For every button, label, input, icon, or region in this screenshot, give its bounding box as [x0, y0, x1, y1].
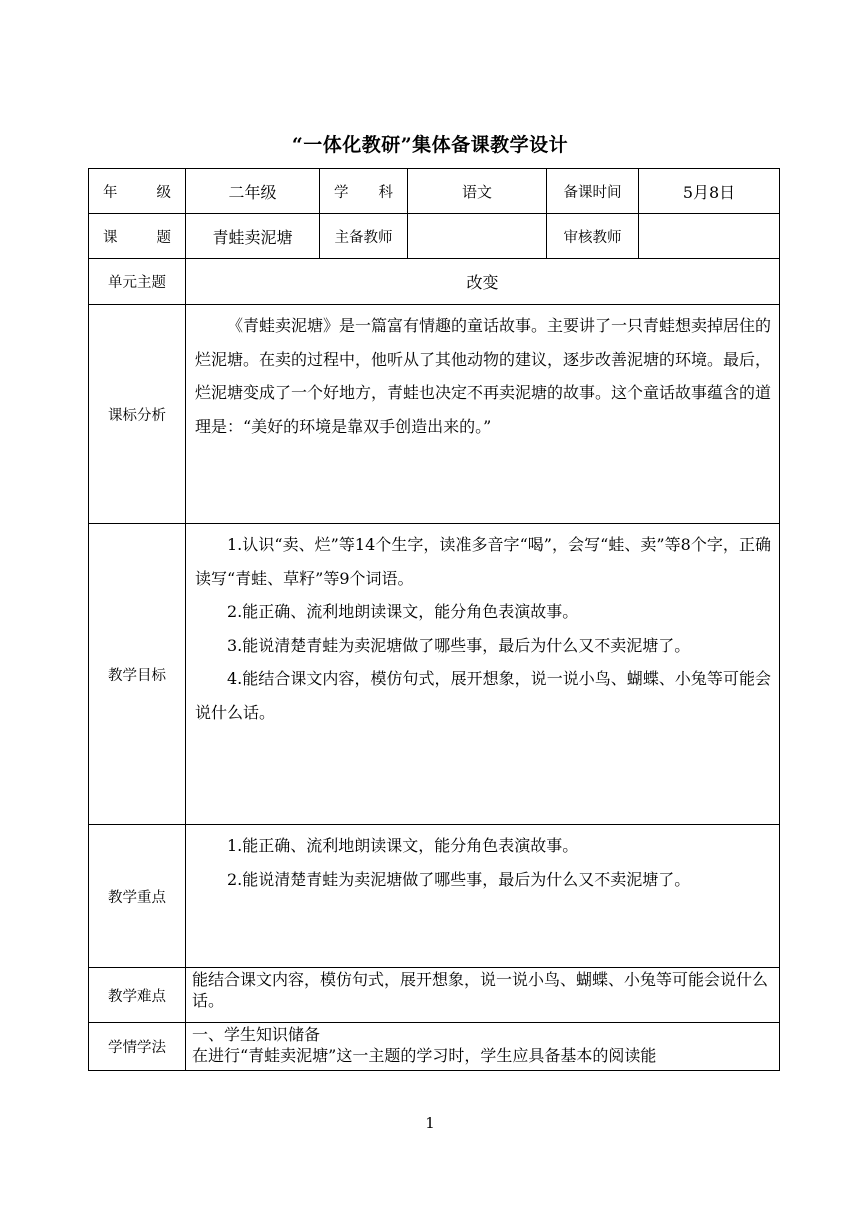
teaching-focus-label: 教学重点: [89, 825, 186, 968]
date-label: 备课时间: [547, 169, 639, 214]
teaching-goals-list: [186, 524, 780, 825]
lesson-plan-table: [88, 168, 780, 1071]
subject-label: 学 科: [320, 169, 408, 214]
unit-theme-label: 单元主题: [89, 259, 186, 305]
learning-situation-label: 学情学法: [89, 1023, 186, 1071]
subject-value: 语文: [408, 169, 547, 214]
teaching-goal-item: 2.能正确、流利地朗读课文，能分角色表演故事。: [227, 602, 579, 621]
teaching-focus-row: [89, 825, 780, 968]
teaching-focus-list: [186, 825, 780, 968]
teaching-difficulty-label: 教学难点: [89, 968, 186, 1023]
lead-teacher-value: [408, 214, 547, 259]
teaching-focus-item: 1.能正确、流利地朗读课文，能分角色表演故事。: [227, 836, 579, 855]
curriculum-analysis-text: 《青蛙卖泥塘》是一篇富有情趣的童话故事。主要讲了一只青蛙想卖掉居住的烂泥塘。在卖的过程中，他听从了其他动物的建议，逐步改善泥塘的环境。最后，烂泥塘变成了一个好地方，青蛙也决定不再卖泥塘的故事。这个童话故事蕴含的道理是：“美好的环境是靠双手创造出来的。”: [186, 305, 780, 524]
teaching-goals-label: 教学目标: [89, 524, 186, 825]
grade-label: 年 级: [89, 169, 186, 214]
learning-situation-row: [89, 1023, 780, 1071]
teaching-difficulty-text: 能结合课文内容，模仿句式，展开想象，说一说小鸟、蝴蝶、小兔等可能会说什么话。: [186, 968, 780, 1023]
teaching-difficulty-row: [89, 968, 780, 1023]
learning-situation-text: [186, 1023, 780, 1071]
teaching-focus-item: 2.能说清楚青蛙为卖泥塘做了哪些事，最后为什么又不卖泥塘了。: [227, 869, 691, 889]
reviewer-value: [639, 214, 780, 259]
topic-label: 课 题: [89, 214, 186, 259]
header-row-topic: [89, 214, 780, 259]
unit-theme-value: 改变: [186, 259, 780, 305]
unit-theme-row: [89, 259, 780, 305]
teaching-goal-item: 3.能说清楚青蛙为卖泥塘做了哪些事，最后为什么又不卖泥塘了。: [227, 635, 691, 655]
curriculum-analysis-label: 课标分析: [89, 305, 186, 524]
document-title: “一体化教研”集体备课教学设计: [291, 134, 569, 156]
teaching-goal-item: 4.能结合课文内容，模仿句式，展开想象，说一说小鸟、蝴蝶、小兔等可能会说什么话。: [195, 669, 771, 722]
grade-value: 二年级: [186, 169, 320, 214]
lead-teacher-label: 主备教师: [320, 214, 408, 259]
topic-value: 青蛙卖泥塘: [186, 214, 320, 259]
curriculum-analysis-row: [89, 305, 780, 524]
learning-situation-body: 在进行“青蛙卖泥塘”这一主题的学习时，学生应具备基本的阅读能: [192, 1046, 657, 1065]
date-value: 5月8日: [639, 169, 780, 214]
header-row-grade: [89, 169, 780, 214]
reviewer-label: 审核教师: [547, 214, 639, 259]
teaching-goals-row: [89, 524, 780, 825]
page-number: 1: [425, 1114, 435, 1132]
learning-situation-heading: 一、学生知识储备: [192, 1025, 321, 1044]
teaching-goal-item: 1.认识“卖、烂”等14个生字，读准多音字“喝”，会写“蛙、卖”等8个字，正确读写“青蛙、草籽”等9个词语。: [195, 535, 771, 588]
